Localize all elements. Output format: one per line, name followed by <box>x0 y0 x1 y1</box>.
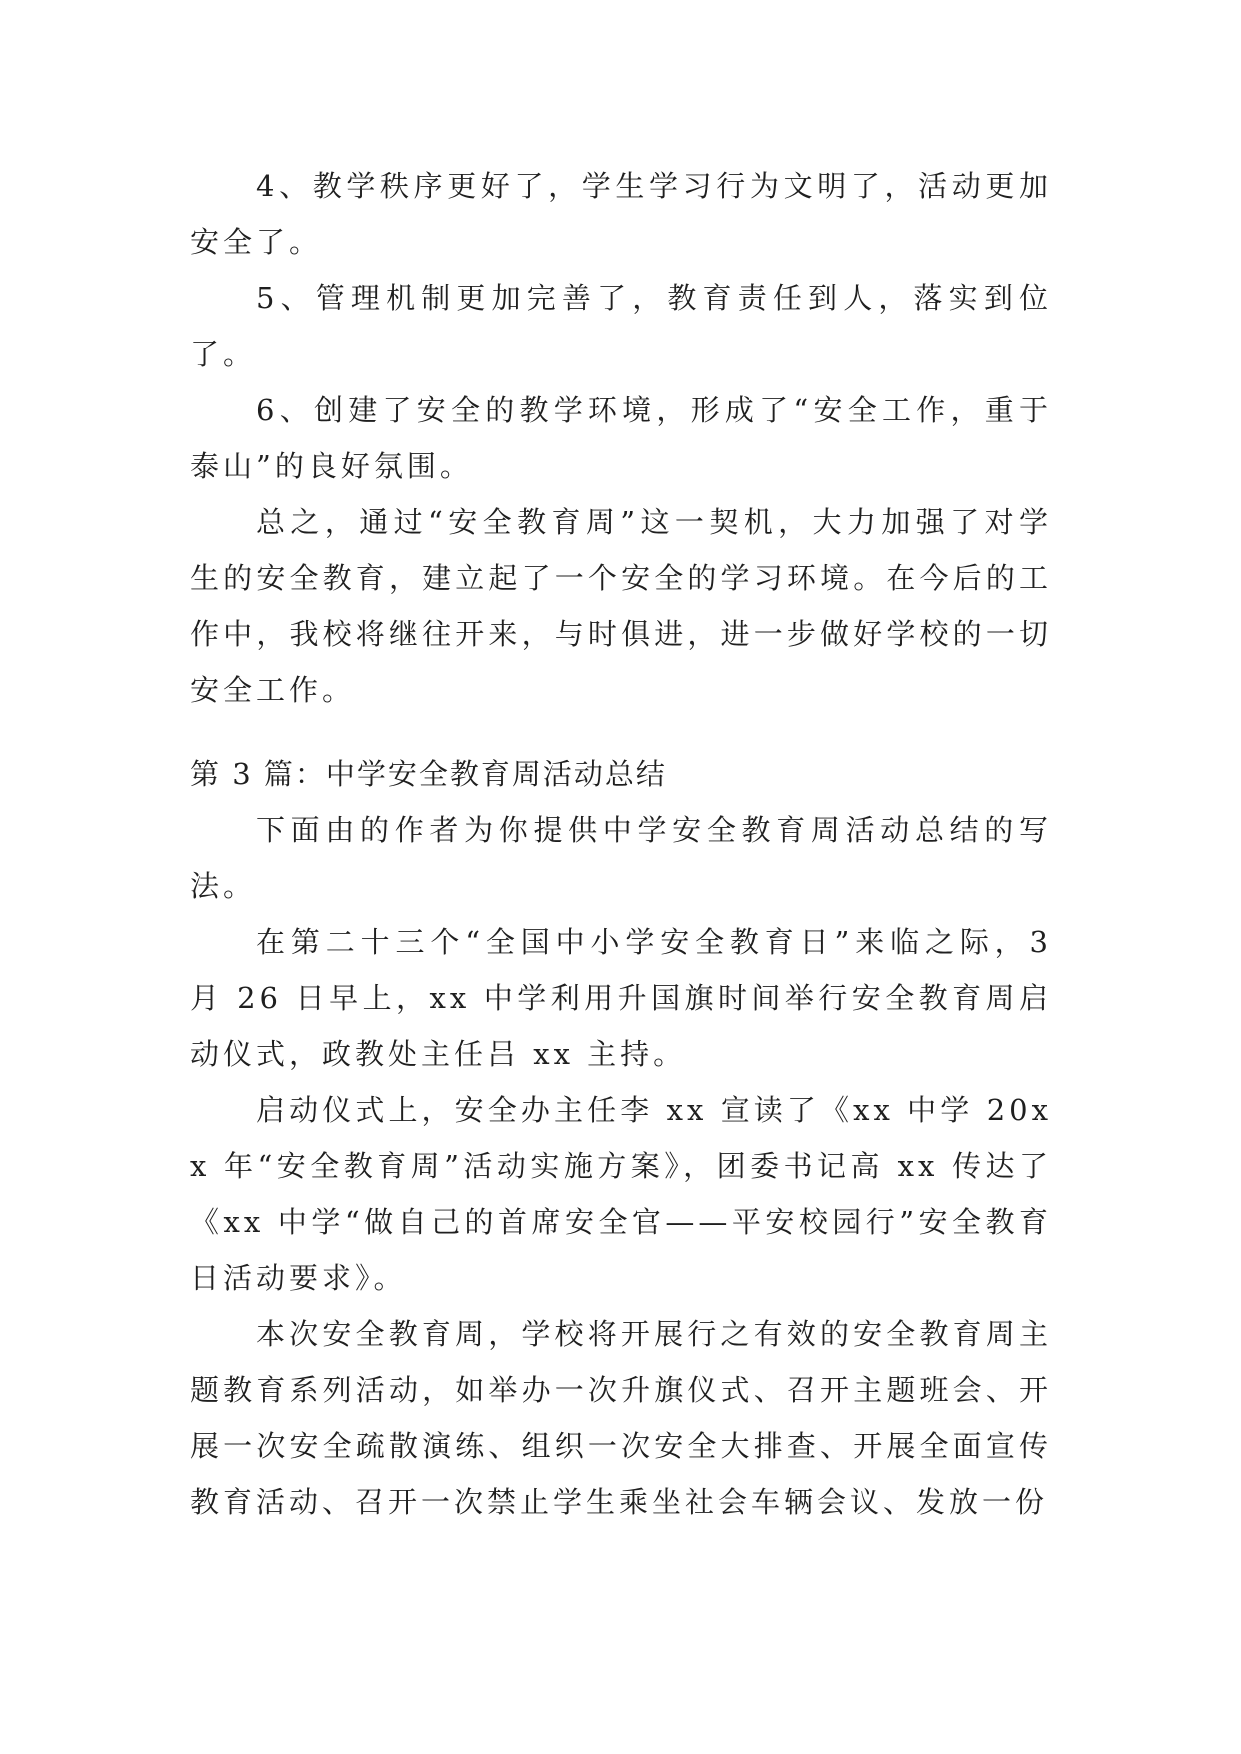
paragraph-intro: 下面由的作者为你提供中学安全教育周活动总结的写法。 <box>190 813 1052 903</box>
paragraph-event: 在第二十三个“全国中小学安全教育日”来临之际，3 月 26 日早上，xx 中学利用升国旗时间举行安全教育周启动仪式，政教处主任吕 xx 主持。 <box>190 925 1052 1071</box>
section-heading: 第 3 篇：中学安全教育周活动总结 <box>190 757 667 791</box>
paragraph-item-4: 4、教学秩序更好了，学生学习行为文明了，活动更加安全了。 <box>190 169 1052 259</box>
paragraph-item-5: 5、管理机制更加完善了，教育责任到人，落实到位了。 <box>190 281 1052 371</box>
document-body <box>190 158 1052 1530</box>
paragraph-item-6: 6、创建了安全的教学环境，形成了“安全工作，重于泰山”的良好氛围。 <box>190 393 1052 483</box>
paragraph-ceremony: 启动仪式上，安全办主任李 xx 宣读了《xx 中学 20xx 年“安全教育周”活动实施方案》，团委书记高 xx 传达了《xx 中学“做自己的首席安全官——平安校园行”安全教育日活动要求》。 <box>190 1093 1052 1295</box>
paragraph-conclusion: 总之，通过“安全教育周”这一契机，大力加强了对学生的安全教育，建立起了一个安全的学习环境。在今后的工作中，我校将继往开来，与时俱进，进一步做好学校的一切安全工作。 <box>190 505 1052 707</box>
paragraph-activities: 本次安全教育周，学校将开展行之有效的安全教育周主题教育系列活动，如举办一次升旗仪式、召开主题班会、开展一次安全疏散演练、组织一次安全大排查、开展全面宣传教育活动、召开一次禁止学生乘坐社会车辆会议、发放一份 <box>190 1317 1052 1519</box>
